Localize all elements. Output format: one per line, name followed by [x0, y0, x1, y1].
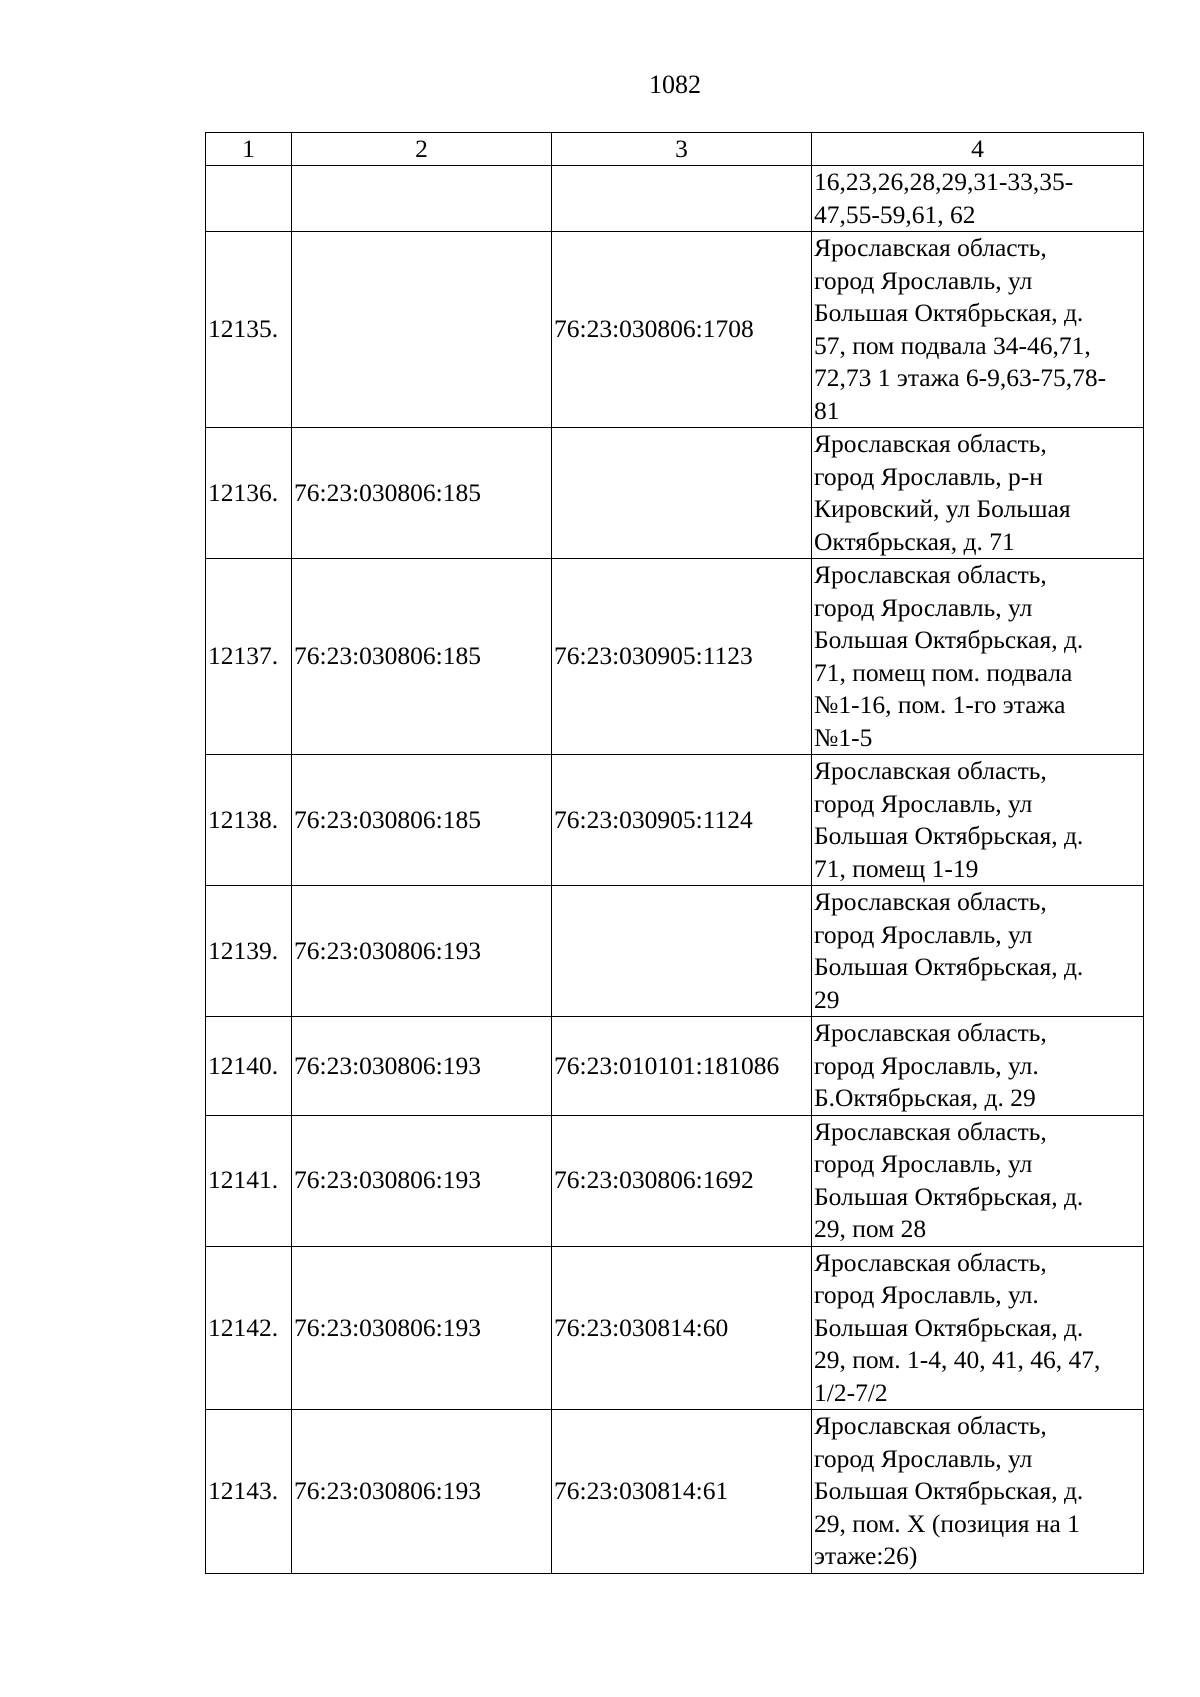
- address-cell: [812, 1246, 1144, 1410]
- row-number-cell: 12138.: [206, 755, 292, 886]
- cadastral-number-cell: [292, 232, 552, 428]
- address-line: Ярославская область,: [814, 1018, 1047, 1047]
- address-line: Октябрьская, д. 71: [814, 526, 1015, 556]
- cadastral-number-cell: 76:23:030905:1124: [552, 755, 812, 886]
- address-line: Ярославская область,: [814, 560, 1047, 589]
- address-line: Ярославская область,: [814, 756, 1047, 785]
- address-line: 16,23,26,28,29,31-33,35-: [814, 167, 1074, 196]
- address-line: 71, помещ пом. подвала: [814, 657, 1073, 687]
- cadastral-number-cell: [552, 886, 812, 1017]
- address-cell: [812, 1017, 1144, 1116]
- row-number-cell: 12139.: [206, 886, 292, 1017]
- address-line: 72,73 1 этажа 6-9,63-75,78-: [814, 363, 1107, 392]
- address-line: 29, пом 28: [814, 1214, 927, 1243]
- address-cell: [812, 428, 1144, 559]
- row-number-cell: 12140.: [206, 1017, 292, 1116]
- table-row: [206, 1246, 1144, 1410]
- address-line: Ярославская область,: [814, 429, 1047, 458]
- cadastral-number-cell: 76:23:030814:61: [552, 1410, 812, 1574]
- column-header: 3: [552, 133, 812, 166]
- address-line: Большая Октябрьская, д.: [814, 1476, 1084, 1505]
- address-line: Большая Октябрьская, д.: [814, 1181, 1084, 1211]
- address-line: город Ярославль, ул.: [814, 1050, 1039, 1080]
- address-line: Ярославская область,: [814, 887, 1047, 916]
- table-row: [206, 232, 1144, 428]
- address-line: Большая Октябрьская, д.: [814, 298, 1084, 327]
- cadastral-number-cell: 76:23:030806:1708: [552, 232, 812, 428]
- table-row: [206, 166, 1144, 232]
- address-line: 29, пом. 1-4, 40, 41, 46, 47,: [814, 1345, 1101, 1374]
- address-line: этаже:26): [814, 1541, 918, 1570]
- address-line: Большая Октябрьская, д.: [814, 821, 1084, 850]
- address-line: 81: [814, 395, 840, 425]
- address-cell: [812, 166, 1144, 232]
- row-number-cell: 12143.: [206, 1410, 292, 1574]
- address-line: №1-16, пом. 1-го этажа: [814, 690, 1066, 719]
- row-number-cell: [206, 166, 292, 232]
- address-line: город Ярославль, ул: [814, 265, 1033, 295]
- address-line: 71, помещ 1-19: [814, 853, 979, 883]
- cadastral-number-cell: 76:23:030806:193: [292, 1246, 552, 1410]
- row-number-cell: 12136.: [206, 428, 292, 559]
- address-line: 47,55-59,61, 62: [814, 199, 976, 229]
- cadastral-number-cell: 76:23:030806:193: [292, 1410, 552, 1574]
- address-line: город Ярославль, ул: [814, 1149, 1033, 1178]
- address-line: Ярославская область,: [814, 1247, 1047, 1277]
- table-row: [206, 886, 1144, 1017]
- address-cell: [812, 755, 1144, 886]
- address-line: 1/2-7/2: [814, 1377, 888, 1407]
- address-line: Большая Октябрьская, д.: [814, 625, 1084, 654]
- address-line: 29, пом. Х (позиция на 1: [814, 1508, 1080, 1538]
- table-row: [206, 1410, 1144, 1574]
- address-cell: [812, 1410, 1144, 1574]
- column-header: 4: [812, 133, 1144, 166]
- registry-table: [205, 132, 1144, 1574]
- table-row: [206, 559, 1144, 755]
- address-line: город Ярославль, ул: [814, 1443, 1033, 1473]
- cadastral-number-cell: 76:23:030806:185: [292, 755, 552, 886]
- address-line: Ярославская область,: [814, 233, 1047, 262]
- address-line: Кировский, ул Большая: [814, 494, 1071, 523]
- address-line: №1-5: [814, 722, 873, 752]
- address-line: город Ярославль, ул: [814, 592, 1033, 622]
- cadastral-number-cell: 76:23:030806:193: [292, 886, 552, 1017]
- address-line: город Ярославль, ул.: [814, 1280, 1039, 1309]
- address-line: Б.Октябрьская, д. 29: [814, 1083, 1036, 1112]
- column-header: 2: [292, 133, 552, 166]
- address-line: Большая Октябрьская, д.: [814, 1312, 1084, 1342]
- address-line: 29: [814, 984, 840, 1014]
- cadastral-number-cell: 76:23:030806:193: [292, 1017, 552, 1116]
- address-line: Ярославская область,: [814, 1411, 1047, 1440]
- address-line: Большая Октябрьская, д.: [814, 952, 1084, 981]
- cadastral-number-cell: [552, 428, 812, 559]
- table-row: [206, 428, 1144, 559]
- cadastral-number-cell: 76:23:010101:181086: [552, 1017, 812, 1116]
- address-cell: [812, 559, 1144, 755]
- cadastral-number-cell: 76:23:030806:1692: [552, 1115, 812, 1246]
- address-cell: [812, 886, 1144, 1017]
- row-number-cell: 12141.: [206, 1115, 292, 1246]
- table-row: [206, 1115, 1144, 1246]
- cadastral-number-cell: 76:23:030806:193: [292, 1115, 552, 1246]
- address-line: город Ярославль, р-н: [814, 461, 1043, 491]
- address-line: 57, пом подвала 34-46,71,: [814, 330, 1091, 360]
- cadastral-number-cell: 76:23:030905:1123: [552, 559, 812, 755]
- row-number-cell: 12135.: [206, 232, 292, 428]
- cadastral-number-cell: 76:23:030814:60: [552, 1246, 812, 1410]
- address-line: город Ярославль, ул: [814, 919, 1033, 949]
- address-line: город Ярославль, ул: [814, 788, 1033, 818]
- page-number: 1082: [649, 70, 701, 99]
- row-number-cell: 12142.: [206, 1246, 292, 1410]
- cadastral-number-cell: [292, 166, 552, 232]
- table-row: [206, 755, 1144, 886]
- column-header: 1: [206, 133, 292, 166]
- table-row: [206, 1017, 1144, 1116]
- row-number-cell: 12137.: [206, 559, 292, 755]
- address-cell: [812, 1115, 1144, 1246]
- cadastral-number-cell: [552, 166, 812, 232]
- cadastral-number-cell: 76:23:030806:185: [292, 559, 552, 755]
- cadastral-number-cell: 76:23:030806:185: [292, 428, 552, 559]
- address-line: Ярославская область,: [814, 1116, 1047, 1146]
- address-cell: [812, 232, 1144, 428]
- table-header-row: [206, 133, 1144, 166]
